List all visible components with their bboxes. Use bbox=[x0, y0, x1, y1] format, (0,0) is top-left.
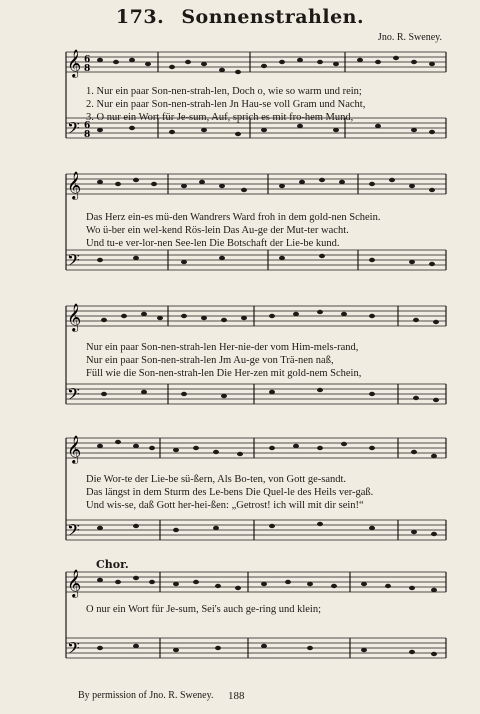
lyric-line: Und wis-se, daß Gott her-hei-ßen: „Getrost! ich will mit dir sein!“ bbox=[86, 500, 364, 511]
lyric-line: 3. O nur ein Wort für Je-sum, Auf, sprich es mit fro-hem Mund, bbox=[86, 112, 354, 123]
lyric-line: Und tu-e ver-lor-nen See-len Die Botschaft der Lie-be kund. bbox=[86, 238, 340, 249]
svg-text:𝄢: 𝄢 bbox=[67, 384, 80, 406]
svg-text:𝄢: 𝄢 bbox=[67, 250, 80, 274]
svg-text:8: 8 bbox=[84, 64, 91, 74]
svg-text:𝄢: 𝄢 bbox=[67, 638, 80, 662]
hymn-number: 173. bbox=[115, 6, 165, 28]
music-system-5 bbox=[0, 562, 480, 674]
svg-text:𝄞: 𝄞 bbox=[67, 569, 82, 597]
lyric-line: Nur ein paar Son-nen-strah-len Jm Au-ge von Trä-nen naß, bbox=[86, 355, 334, 366]
lyric-line: Das Herz ein-es mü-den Wandrers Ward froh in dem gold-nen Schein. bbox=[86, 212, 381, 223]
svg-text:𝄢: 𝄢 bbox=[67, 118, 80, 142]
svg-text:8: 8 bbox=[84, 130, 91, 140]
lyric-line: Wo ü-ber ein wel-kend Rös-lein Das Au-ge der Mut-ter wacht. bbox=[86, 225, 349, 236]
page-number: 188 bbox=[228, 690, 245, 702]
treble-staff bbox=[66, 52, 446, 72]
lyric-line: Füll wie die Son-nen-strah-len Die Her-zen mit gold-nem Schein, bbox=[86, 368, 362, 379]
svg-text:𝄞: 𝄞 bbox=[67, 303, 82, 331]
chorus-label: Chor. bbox=[96, 558, 129, 571]
lyric-line: O nur ein Wort für Je-sum, Sei's auch ge-ring und klein; bbox=[86, 604, 322, 615]
lyric-line: 2. Nur ein paar Son-nen-strah-len Jn Hau-se voll Gram und Nacht, bbox=[86, 99, 366, 110]
svg-text:6: 6 bbox=[84, 55, 91, 65]
lyric-line: 1. Nur ein paar Son-nen-strah-len, Doch o, wie so warm und rein; bbox=[86, 86, 362, 97]
lyric-line: Die Wor-te der Lie-be sü-ßern, Als Bo-ten, von Gott ge-sandt. bbox=[86, 474, 347, 485]
svg-text:6: 6 bbox=[84, 121, 91, 131]
hymn-title: Sonnenstrahlen. bbox=[181, 6, 365, 28]
hymn-title-line bbox=[0, 6, 480, 28]
permission-note: By permission of Jno. R. Sweney. bbox=[78, 690, 214, 701]
svg-text:𝄢: 𝄢 bbox=[67, 520, 80, 544]
svg-text:𝄞: 𝄞 bbox=[67, 171, 82, 199]
svg-text:𝄞: 𝄞 bbox=[67, 49, 82, 77]
lyric-line: Das längst in dem Sturm des Le-bens Die Quel-le des Heils ver-gaß. bbox=[86, 487, 374, 498]
svg-text:𝄞: 𝄞 bbox=[67, 435, 82, 463]
composer-credit: Jno. R. Sweney. bbox=[377, 32, 442, 43]
lyric-line: Nur ein paar Son-nen-strah-len Her-nie-der vom Him-mels-rand, bbox=[86, 342, 359, 353]
